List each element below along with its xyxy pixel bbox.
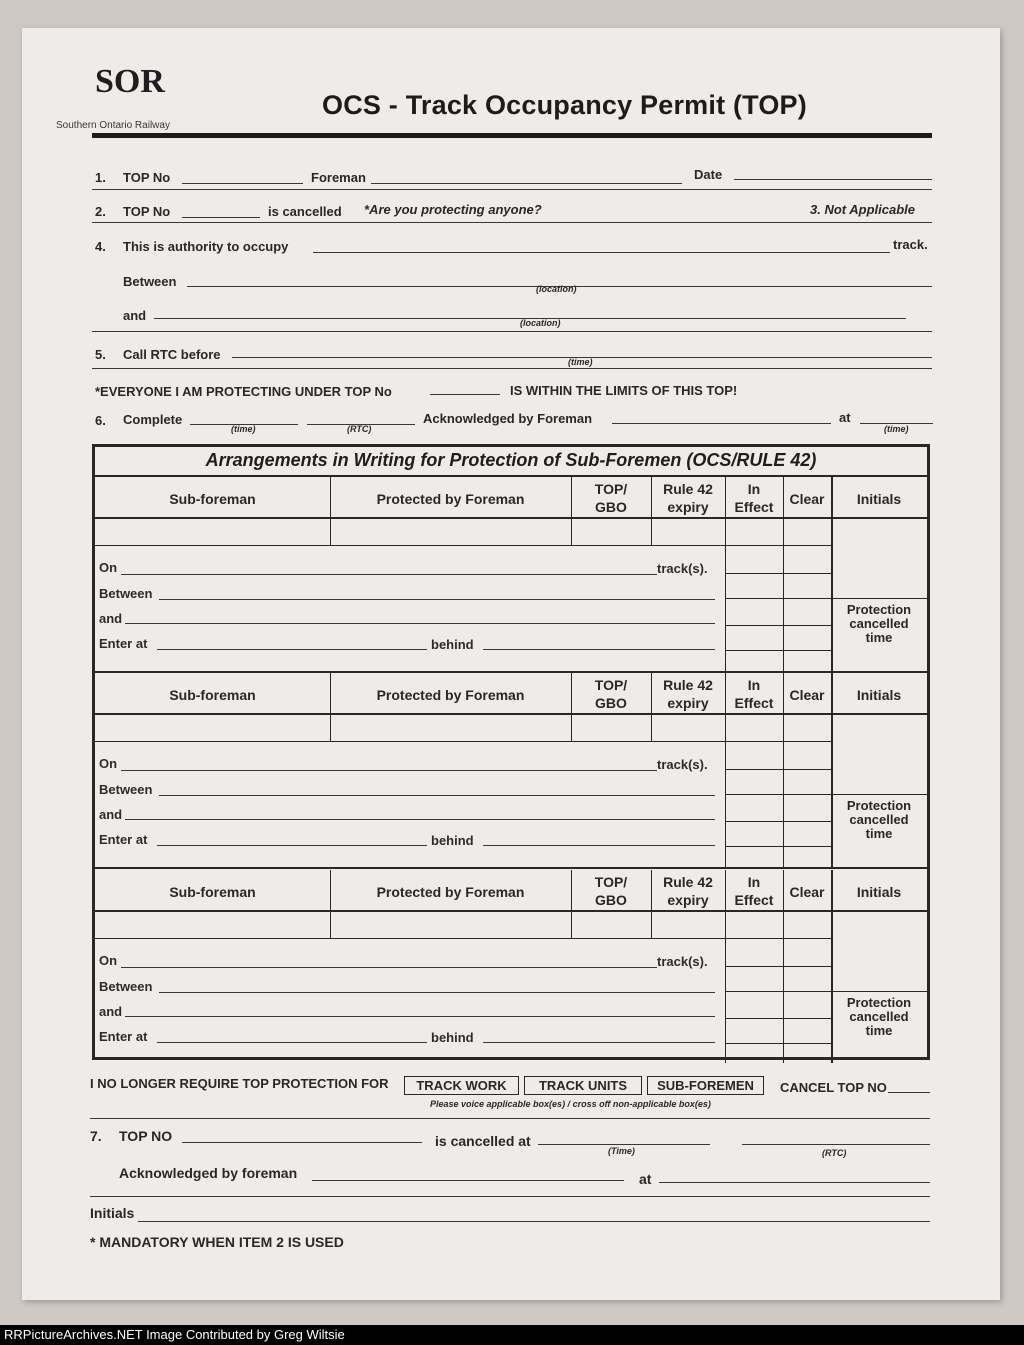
- item1-number: 1.: [95, 170, 106, 185]
- header-in-effect-line2: Effect: [734, 695, 774, 711]
- protection-cancelled-time-label: [831, 799, 927, 841]
- everyone-top-no-field[interactable]: [430, 394, 500, 395]
- protected-by-entry-1[interactable]: [331, 518, 570, 544]
- item7-at-field[interactable]: [659, 1182, 930, 1183]
- item6-ack-label: Acknowledged by Foreman: [423, 411, 593, 426]
- initials-label: Initials: [90, 1205, 135, 1221]
- enter-at-label: Enter at: [99, 636, 148, 651]
- header-rule42-expiry: [651, 480, 725, 516]
- item4-number: 4.: [95, 239, 106, 254]
- track-work-box[interactable]: TRACK WORK: [404, 1076, 519, 1095]
- check-cell-divider: [725, 821, 831, 822]
- prot-line2: cancelled: [849, 1009, 909, 1024]
- check-cell-divider: [725, 966, 831, 967]
- item5-time-caption: (time): [568, 357, 593, 367]
- header-rule42-line1: Rule 42: [663, 677, 713, 693]
- item7-ack-label: Acknowledged by foreman: [119, 1165, 298, 1181]
- sub-foreman-entry-1[interactable]: [96, 518, 329, 544]
- header-rule42-expiry: [651, 873, 725, 909]
- prot-line2: cancelled: [849, 616, 909, 631]
- header-in-effect: [725, 676, 783, 712]
- image-credit: RRPictureArchives.NET Image Contributed by Greg Wiltsie: [4, 1327, 345, 1342]
- check-cell-divider: [725, 846, 831, 847]
- initials-field[interactable]: [138, 1221, 930, 1222]
- header-top-gbo: [571, 873, 651, 909]
- header-top-gbo: [571, 676, 651, 712]
- header-protected-by-foreman: Protected by Foreman: [376, 491, 525, 507]
- and-field-3[interactable]: [125, 1016, 715, 1017]
- between-field-1[interactable]: [159, 599, 715, 600]
- everyone-protecting-label: *EVERYONE I AM PROTECTING UNDER TOP No: [95, 384, 392, 399]
- header-in-effect: [725, 873, 783, 909]
- row-divider: [92, 189, 932, 190]
- item1-date-field[interactable]: [734, 179, 932, 180]
- item6-at-label: at: [839, 410, 851, 425]
- behind-label: behind: [431, 1030, 474, 1045]
- title-underline: [92, 133, 932, 138]
- behind-field-1[interactable]: [483, 649, 715, 650]
- header-initials: Initials: [856, 687, 902, 703]
- header-protected-by-foreman: Protected by Foreman: [376, 687, 525, 703]
- item4-and-label: and: [123, 308, 147, 323]
- check-cell-divider: [725, 650, 831, 651]
- item5-number: 5.: [95, 347, 106, 362]
- header-clear: Clear: [789, 687, 825, 703]
- initials-cell-divider: [831, 598, 927, 599]
- behind-label: behind: [431, 833, 474, 848]
- enter-at-label: Enter at: [99, 832, 148, 847]
- railway-logo: SOR: [95, 63, 165, 100]
- header-top-gbo-line1: TOP/: [594, 677, 628, 693]
- item7-at-label: at: [639, 1171, 652, 1187]
- header-initials: Initials: [856, 884, 902, 900]
- permit-form-sheet: [22, 28, 1000, 1300]
- behind-field-3[interactable]: [483, 1042, 715, 1043]
- item6-rtc-caption: (RTC): [347, 424, 372, 434]
- item5-call-label: Call RTC before: [123, 347, 221, 362]
- enter-at-field-2[interactable]: [157, 845, 427, 846]
- prot-line3: time: [865, 630, 893, 645]
- entry-row-divider: [95, 545, 831, 546]
- entry-row-divider: [95, 938, 831, 939]
- and-label: and: [99, 807, 123, 822]
- rule42-expiry-entry-1[interactable]: [652, 518, 724, 544]
- row-divider: [92, 222, 932, 223]
- image-credit-bar: [0, 1325, 1024, 1345]
- item2-cancelled-label: is cancelled: [268, 204, 342, 219]
- between-label: Between: [99, 586, 153, 601]
- prot-line2: cancelled: [849, 812, 909, 827]
- header-top-gbo-line1: TOP/: [594, 481, 628, 497]
- check-cell-divider: [725, 1043, 831, 1044]
- and-label: and: [99, 1004, 123, 1019]
- check-cell-divider: [725, 1018, 831, 1019]
- top-gbo-entry-3[interactable]: [572, 911, 650, 937]
- on-label: On: [99, 756, 118, 771]
- item2-top-no-field[interactable]: [182, 217, 260, 218]
- item4-location-caption-2: (location): [520, 318, 561, 328]
- no-longer-label: I NO LONGER REQUIRE TOP PROTECTION FOR: [90, 1076, 389, 1091]
- table-title: Arrangements in Writing for Protection of Sub-Foremen (OCS/RULE 42): [205, 450, 817, 470]
- everyone-limits-label: IS WITHIN THE LIMITS OF THIS TOP!: [510, 383, 738, 398]
- subforemen-protection-table: [92, 444, 930, 1060]
- item7-time-field[interactable]: [538, 1144, 710, 1145]
- item7-rtc-caption: (RTC): [822, 1148, 847, 1158]
- item2-question: *Are you protecting anyone?: [364, 202, 542, 217]
- box-instruction-note: Please voice applicable box(es) / cross off non-applicable box(es): [430, 1099, 711, 1109]
- enter-at-label: Enter at: [99, 1029, 148, 1044]
- item4-authority-label: This is authority to occupy: [123, 239, 289, 254]
- block-divider: [95, 867, 927, 869]
- header-rule42-line1: Rule 42: [663, 874, 713, 890]
- header-rule42-line2: expiry: [667, 499, 709, 515]
- sub-foreman-entry-2[interactable]: [96, 714, 329, 740]
- item1-top-no-label: TOP No: [123, 170, 171, 185]
- item4-location-caption-1: (location): [536, 284, 577, 294]
- mandatory-note: * MANDATORY WHEN ITEM 2 IS USED: [90, 1234, 344, 1250]
- sub-foremen-box[interactable]: SUB-FOREMEN: [647, 1076, 764, 1095]
- check-cell-divider: [725, 573, 831, 574]
- between-field-2[interactable]: [159, 795, 715, 796]
- block-divider: [95, 671, 927, 673]
- item4-track-field[interactable]: [313, 252, 890, 253]
- header-clear: Clear: [789, 884, 825, 900]
- item6-number: 6.: [95, 413, 106, 428]
- cancel-top-no-label: CANCEL TOP NO: [780, 1080, 887, 1095]
- header-in-effect-line2: Effect: [734, 499, 774, 515]
- header-sub-foreman: Sub-foreman: [169, 491, 256, 507]
- item7-rtc-field[interactable]: [742, 1144, 930, 1145]
- header-rule42-line1: Rule 42: [663, 481, 713, 497]
- on-track-field-1[interactable]: [121, 574, 657, 575]
- item7-cancelled-label: is cancelled at: [435, 1133, 531, 1149]
- item4-track-label: track.: [893, 237, 928, 252]
- rule42-expiry-entry-2[interactable]: [652, 714, 724, 740]
- header-sub-foreman: Sub-foreman: [169, 884, 256, 900]
- form-title: OCS - Track Occupancy Permit (TOP): [322, 90, 807, 120]
- item1-foreman-label: Foreman: [311, 170, 366, 185]
- behind-label: behind: [431, 637, 474, 652]
- row-divider: [90, 1196, 930, 1197]
- header-protected-by-foreman: Protected by Foreman: [376, 884, 525, 900]
- and-field-2[interactable]: [125, 819, 715, 820]
- check-cell-divider: [725, 991, 831, 992]
- prot-line1: Protection: [846, 602, 912, 617]
- row-divider: [90, 1118, 930, 1119]
- protected-by-entry-2[interactable]: [331, 714, 570, 740]
- item6-complete-label: Complete: [123, 412, 183, 427]
- header-rule42-line2: expiry: [667, 892, 709, 908]
- protection-cancelled-time-label: [831, 996, 927, 1038]
- initials-cell-divider: [831, 991, 927, 992]
- tracks-label: track(s).: [657, 561, 708, 576]
- protected-by-entry-3[interactable]: [331, 911, 570, 937]
- top-gbo-entry-1[interactable]: [572, 518, 650, 544]
- check-cell-divider: [725, 794, 831, 795]
- behind-field-2[interactable]: [483, 845, 715, 846]
- tracks-label: track(s).: [657, 757, 708, 772]
- row-divider: [92, 331, 932, 332]
- between-field-3[interactable]: [159, 992, 715, 993]
- initials-cell-divider: [831, 794, 927, 795]
- enter-at-field-3[interactable]: [157, 1042, 427, 1043]
- item7-time-caption: (Time): [608, 1146, 635, 1156]
- on-track-field-3[interactable]: [121, 967, 657, 968]
- item4-between-label: Between: [123, 274, 177, 289]
- item7-ack-field[interactable]: [312, 1180, 624, 1181]
- header-top-gbo-line1: TOP/: [594, 874, 628, 890]
- item7-number: 7.: [90, 1128, 102, 1144]
- header-clear: Clear: [789, 491, 825, 507]
- item7-top-no-label: TOP NO: [119, 1128, 173, 1144]
- header-top-gbo-line2: GBO: [595, 499, 627, 515]
- header-top-gbo: [571, 480, 651, 516]
- table-title-divider: [95, 475, 927, 477]
- header-in-effect-line1: In: [747, 677, 761, 693]
- track-units-box[interactable]: TRACK UNITS: [524, 1076, 642, 1095]
- header-in-effect-line1: In: [747, 481, 761, 497]
- cancel-top-no-field[interactable]: [888, 1092, 930, 1093]
- row-divider: [92, 368, 932, 369]
- item2-top-no-label: TOP No: [123, 204, 171, 219]
- enter-at-field-1[interactable]: [157, 649, 427, 650]
- protection-cancelled-time-label: [831, 603, 927, 645]
- item7-top-no-field[interactable]: [182, 1142, 422, 1143]
- header-sub-foreman: Sub-foreman: [169, 687, 256, 703]
- item1-foreman-field[interactable]: [371, 183, 682, 184]
- item3-not-applicable: 3. Not Applicable: [810, 202, 915, 217]
- prot-line1: Protection: [846, 995, 912, 1010]
- on-label: On: [99, 953, 118, 968]
- item1-top-no-field[interactable]: [182, 183, 303, 184]
- sub-foreman-entry-3[interactable]: [96, 911, 329, 937]
- header-in-effect-line1: In: [747, 874, 761, 890]
- item6-time-caption: (time): [231, 424, 256, 434]
- top-gbo-entry-2[interactable]: [572, 714, 650, 740]
- and-field-1[interactable]: [125, 623, 715, 624]
- on-label: On: [99, 560, 118, 575]
- between-label: Between: [99, 782, 153, 797]
- item2-number: 2.: [95, 204, 106, 219]
- prot-line3: time: [865, 1023, 893, 1038]
- header-initials: Initials: [856, 491, 902, 507]
- header-top-gbo-line2: GBO: [595, 695, 627, 711]
- item6-ack-field[interactable]: [612, 423, 831, 424]
- company-name: Southern Ontario Railway: [56, 120, 170, 131]
- header-rule42-line2: expiry: [667, 695, 709, 711]
- rule42-expiry-entry-3[interactable]: [652, 911, 724, 937]
- item1-date-label: Date: [694, 167, 723, 182]
- between-label: Between: [99, 979, 153, 994]
- and-label: and: [99, 611, 123, 626]
- tracks-label: track(s).: [657, 954, 708, 969]
- check-cell-divider: [725, 598, 831, 599]
- header-in-effect-line2: Effect: [734, 892, 774, 908]
- header-top-gbo-line2: GBO: [595, 892, 627, 908]
- on-track-field-2[interactable]: [121, 770, 657, 771]
- item6-time-caption-2: (time): [884, 424, 909, 434]
- prot-line1: Protection: [846, 798, 912, 813]
- header-rule42-expiry: [651, 676, 725, 712]
- header-in-effect: [725, 480, 783, 516]
- entry-row-divider: [95, 741, 831, 742]
- prot-line3: time: [865, 826, 893, 841]
- check-cell-divider: [725, 769, 831, 770]
- check-cell-divider: [725, 625, 831, 626]
